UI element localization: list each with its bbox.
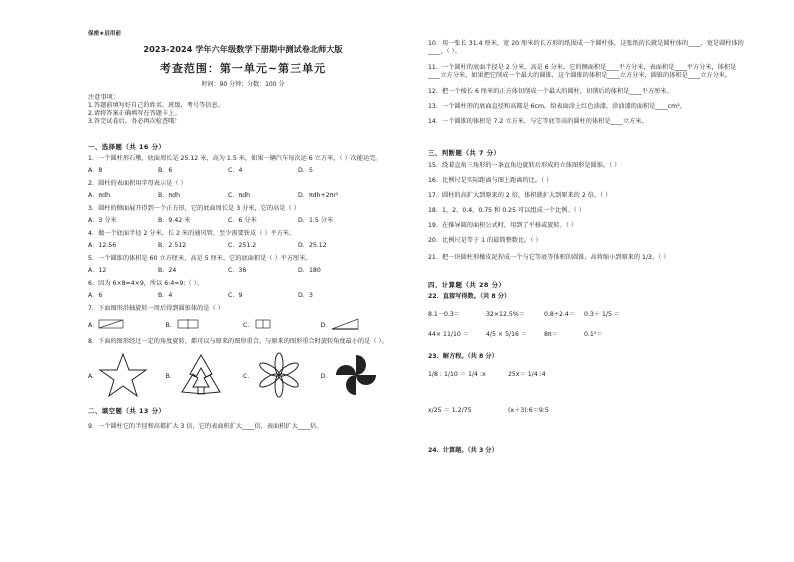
question-text: 8．下面的图形经过一定的角度旋转，都可以与原来的图形重合，与原来的图形重合时旋转角度最小的是（ ）。 bbox=[88, 338, 388, 345]
option-c[interactable]: C．πdh bbox=[228, 192, 251, 199]
question-3 bbox=[88, 205, 398, 225]
question-1 bbox=[88, 155, 398, 175]
flower-icon bbox=[254, 352, 304, 398]
option-d[interactable]: D．25.12 bbox=[298, 242, 327, 249]
option-b[interactable]: B．2.512 bbox=[158, 242, 187, 249]
question-5 bbox=[88, 255, 398, 275]
recycle-triangle-icon bbox=[176, 352, 226, 398]
question-text: 1．一个圆柱形石墩，底面周长是 25.12 米，高为 1.5 米，如果一辆汽车每次运 6 立方米，（ ）次能运完。 bbox=[88, 155, 382, 162]
calc-item: 32×12.5%＝ bbox=[486, 311, 525, 318]
option-label: D． bbox=[320, 372, 332, 380]
question-15: 15．绕着直角三角形的一条直角边旋转后形成的立体图形是圆锥。（ ） bbox=[428, 162, 621, 169]
question-text: 5．一个圆锥的体积是 60 立方厘米，高是 5 厘米，它的底面积是（ ）平方厘米。 bbox=[88, 255, 312, 262]
question-9: 9．一个圆柱它的半径和高都扩大 3 倍，它的表面积扩大____倍，表面积扩大____倍。 bbox=[88, 423, 323, 430]
option-d[interactable]: D．5 bbox=[298, 167, 313, 174]
option-c[interactable]: C．251.2 bbox=[228, 242, 257, 249]
shape-options bbox=[88, 352, 398, 398]
question-22: 22．直接写得数。（共 8 分） bbox=[428, 293, 511, 300]
option-c[interactable] bbox=[243, 319, 311, 329]
calc-item: 4/5 × 5/16 ＝ bbox=[486, 331, 528, 338]
exam-scope: 考查范围：第一单元~第三单元 bbox=[159, 62, 327, 75]
option-a[interactable]: A．12.56 bbox=[88, 242, 117, 249]
notice-item: 2.请将答案正确填写在答题卡上。 bbox=[88, 110, 181, 117]
option-c[interactable]: C．4 bbox=[228, 167, 243, 174]
option-label: D． bbox=[320, 321, 332, 329]
option-b[interactable]: B．9.42 米 bbox=[158, 217, 191, 224]
calc-row-1 bbox=[428, 311, 748, 319]
question-2 bbox=[88, 180, 398, 200]
options bbox=[88, 192, 398, 200]
option-b[interactable]: B．24 bbox=[158, 267, 177, 274]
calc-item: 0.8÷2.4＝ bbox=[544, 311, 576, 318]
options bbox=[88, 267, 398, 275]
notice-block bbox=[88, 94, 398, 126]
equation: (x＋3):6＝9:5 bbox=[508, 407, 549, 414]
question-text: 7．下面图形沿轴旋转一周后得到圆锥体的是（ ） bbox=[88, 305, 224, 312]
question-18: 18．1，2，0.4，0.75 和 0.25 可以组成一个比例。（ ） bbox=[428, 207, 585, 214]
equation: x/25 ＝ 1.2/75 bbox=[428, 407, 472, 414]
axis-square-icon bbox=[254, 319, 272, 329]
option-label: C． bbox=[243, 321, 254, 329]
shape-options bbox=[88, 318, 398, 330]
question-text: 3．圆柱的侧面展开得到一个正方形，它的底面周长是 3 分米，它的高是（ ） bbox=[88, 205, 300, 212]
options bbox=[88, 242, 398, 250]
question-10: 10．用一张长 31.4 厘米，宽 20 厘米的长方形的纸围成一个圆柱体，这张纸的长就是圆柱体的____，宽是圆柱体的____，（ ）。 bbox=[428, 40, 744, 55]
option-label: B． bbox=[165, 372, 176, 380]
question-16: 16．比例尺是实际距离与图上距离的比。（ ） bbox=[428, 177, 553, 184]
axis-rectangle-icon bbox=[176, 319, 200, 329]
option-a[interactable] bbox=[88, 352, 156, 398]
question-23: 23．解方程。（共 8 分） bbox=[428, 353, 498, 360]
option-b[interactable]: B．4 bbox=[158, 292, 173, 299]
exam-title: 2023-2024 学年六年级数学下册期中测试卷北师大版 bbox=[143, 44, 343, 54]
notice-heading: 注意事项： bbox=[88, 94, 119, 101]
option-d[interactable] bbox=[321, 318, 389, 330]
equation: 25x＝ 1/4 :4 bbox=[508, 371, 546, 378]
option-b[interactable] bbox=[166, 352, 234, 398]
axis-rectangle-diagonal-icon bbox=[98, 319, 124, 329]
option-a[interactable]: A．3 分米 bbox=[88, 217, 117, 224]
left-column bbox=[88, 30, 398, 431]
option-label: B． bbox=[165, 321, 176, 329]
notice-item: 1.答题前填写好自己的姓名、班级、考号等信息。 bbox=[88, 102, 224, 109]
options bbox=[88, 167, 398, 175]
option-d[interactable]: D．3 bbox=[298, 292, 313, 299]
option-b[interactable]: B．πdh bbox=[158, 192, 181, 199]
equation-row-2 bbox=[428, 407, 748, 415]
question-8 bbox=[88, 338, 398, 398]
right-column bbox=[428, 40, 748, 455]
section-calc: 四、计算题（共 28 分） bbox=[428, 281, 506, 289]
star-icon bbox=[98, 352, 148, 398]
calc-row-2 bbox=[428, 331, 748, 339]
calc-item: 8π＝ bbox=[544, 331, 558, 338]
question-6 bbox=[88, 280, 398, 300]
option-b[interactable] bbox=[166, 319, 234, 329]
secret-mark: 保密★启用前 bbox=[88, 31, 121, 37]
question-24: 24．计算题。（共 3 分） bbox=[428, 447, 498, 454]
question-7 bbox=[88, 305, 398, 330]
calc-item: 44× 11/10 ＝ bbox=[428, 331, 470, 338]
section-judge: 三、判断题（共 7 分） bbox=[428, 149, 501, 157]
option-a[interactable]: A．8 bbox=[88, 167, 103, 174]
option-d[interactable] bbox=[321, 352, 389, 398]
notice-item: 3.答完试卷后，务必再次检查哦！ bbox=[88, 118, 181, 125]
option-label: C． bbox=[243, 372, 254, 380]
axis-right-triangle-icon bbox=[331, 318, 359, 330]
question-12: 12．把一个棱长 6 厘米的正方体切削成一个最大的圆柱，切削后的体积是____平方厘米。 bbox=[428, 88, 673, 95]
option-a[interactable]: A．6 bbox=[88, 292, 103, 299]
option-d[interactable]: D．1.5 分米 bbox=[298, 217, 334, 224]
question-text: 2．圆柱的表面积用字母表示是（ ） bbox=[88, 180, 187, 187]
question-20: 20．比例尺是等于 1 的最简整数比。（ ） bbox=[428, 237, 542, 244]
option-label: A． bbox=[88, 321, 99, 329]
exam-meta: 时间：90 分钟；分数：100 分 bbox=[201, 81, 285, 88]
question-11: 11．一个圆柱的底面半径是 2 分米，高是 6 分米，它的侧面积是____平方分米，表面积是____平方分米，体积是____立方分米，如果把它削成一个最大的圆锥，这个圆锥的体积是____立方分米，圆锥的体积是____立方分米。 bbox=[428, 64, 737, 79]
calc-item: 0.3＋ 1/5 ＝ bbox=[584, 311, 621, 318]
question-13: 13．一个圆柱形的底面直径和高都是 6cm。给表面涂上红色油漆，涂油漆的面积是____cm²。 bbox=[428, 103, 686, 110]
pinwheel-icon bbox=[331, 352, 381, 398]
option-c[interactable]: C．36 bbox=[228, 267, 247, 274]
option-label: A． bbox=[88, 372, 99, 380]
question-21: 21．把一块圆柱形橡皮泥捏成一个与它等底等体积的圆锥，高将缩小到原来的 1/3。（ ） bbox=[428, 254, 670, 261]
option-c[interactable]: C．6 分米 bbox=[228, 217, 257, 224]
option-c[interactable]: C．9 bbox=[228, 292, 243, 299]
equation: 1/8 : 1/10 ＝ 1/4 :x bbox=[428, 371, 486, 378]
option-d[interactable]: D．180 bbox=[298, 267, 321, 274]
question-text: 4．做一个底面半径 2 分米，长 2 米的通风管，至少需要铁皮（ ）平方米。 bbox=[88, 230, 296, 237]
option-b[interactable]: B．6 bbox=[158, 167, 173, 174]
question-17: 17．圆柱的高扩大到原来的 2 倍，体积就扩大到原来的 2 倍。（ ） bbox=[428, 192, 612, 199]
option-c[interactable] bbox=[243, 352, 311, 398]
options bbox=[88, 217, 398, 225]
option-a[interactable] bbox=[88, 319, 156, 329]
calc-item: 8.1－0.3＝ bbox=[428, 311, 461, 318]
question-4 bbox=[88, 230, 398, 250]
options bbox=[88, 292, 398, 300]
option-d[interactable]: D．πdh+2πr² bbox=[298, 192, 339, 199]
section-fill: 二、填空题（共 13 分） bbox=[88, 407, 166, 415]
section-choice: 一、选择题（共 16 分） bbox=[88, 143, 166, 151]
option-a[interactable]: A．12 bbox=[88, 267, 107, 274]
equation-row-1 bbox=[428, 371, 748, 379]
question-14: 14．一个圆锥的体积是 7.2 立方米，与它等底等高的圆柱的体积是____立方米。 bbox=[428, 118, 648, 125]
question-text: 6．因为 6×8=4×9，所以 6:4=9:（ ）。 bbox=[88, 280, 203, 287]
option-a[interactable]: A．πdh bbox=[88, 192, 110, 199]
question-19: 19．在推导圆的面积公式时，用到了平移或旋转。（ ） bbox=[428, 222, 578, 229]
calc-item: 0.1²＝ bbox=[584, 331, 603, 338]
